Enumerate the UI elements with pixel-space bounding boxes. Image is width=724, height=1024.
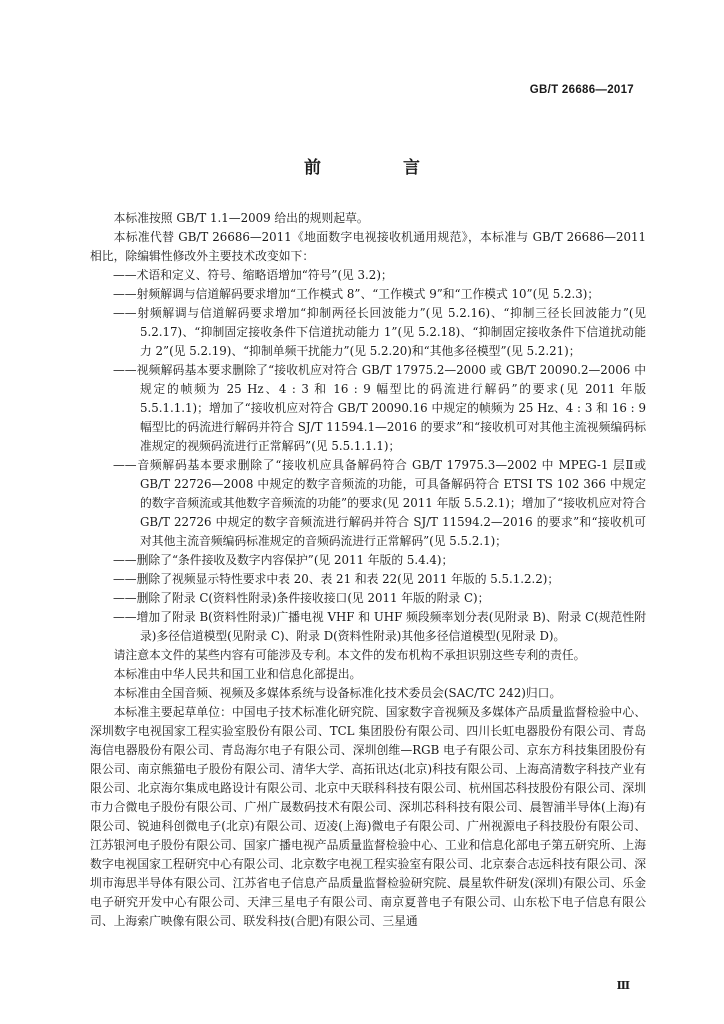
change-item: ——射频解调与信道解码要求增加“工作模式 8”、“工作模式 9”和“工作模式 10”(见 5.2.3)；: [113, 287, 600, 301]
paragraph-technical-committee: 本标准由全国音频、视频及多媒体系统与设备标准化技术委员会(SAC/TC 242)归口。: [113, 686, 562, 700]
change-item: ——音频解码基本要求删除了“接收机应具备解码符合 GB/T 17975.3—2002 中 MPEG-1 层Ⅱ或 GB/T 22726—2008 中规定的数字音频流的功能，可具备解码符合 ETSI TS 102 366 中规定的数字音频流或其他数字音频流的功能”的要求(见 2011 年版 5.5.2.1)；增加了“接收机应对符合 GB/T 22726 中规定的数字音频流进行解码并符合 SJ/T 11594.2—2016 的要求”和“接收机可对其他主流音频编码标准规定的音频码流进行正常解码”(见 5.5.2.1)；: [113, 458, 646, 548]
change-item: ——删除了视频显示特性要求中表 20、表 21 和表 22(见 2011 年版的 5.5.1.2.2)；: [113, 572, 560, 586]
paragraph-drafting-units: 本标准主要起草单位：中国电子技术标准化研究院、国家数字音视频及多媒体产品质量监督检验中心、深圳数字电视国家工程实验室股份有限公司、TCL 集团股份有限公司、四川长虹电器股份有限公司、青岛海信电器股份有限公司、青岛海尔电子有限公司、深圳创维—RGB 电子有限公司、京东方科技集团股份有限公司、南京熊猫电子股份有限公司、清华大学、高拓讯达(北京)科技有限公司、上海高清数字科技产业有限公司、北京海尔集成电路设计有限公司、北京中天联科科技有限公司、杭州国芯科技股份有限公司、深圳市力合微电子股份有限公司、广州广晟数码技术有限公司、深圳芯科科技有限公司、晨智浦半导体(上海)有限公司、锐迪科创微电子(北京)有限公司、迈凌(上海)微电子有限公司、广州视源电子科技股份有限公司、江苏银河电子股份有限公司、国家广播电视产品质量监督检验中心、工业和信息化部电子第五研究所、上海数字电视国家工程研究中心有限公司、北京数字电视工程实验室有限公司、北京泰合志远科技有限公司、深圳市海思半导体有限公司、江苏省电子信息产品质量监督检验研究院、晨星软件研发(深圳)有限公司、乐金电子研究开发中心有限公司、天津三星电子有限公司、南京夏普电子有限公司、山东松下电子信息有限公司、上海索广映像有限公司、联发科技(合肥)有限公司、三星通: [90, 705, 646, 928]
paragraph-drafting-rules: 本标准按照 GB/T 1.1—2009 给出的规则起草。: [113, 211, 369, 225]
change-item: ——视频解码基本要求删除了“接收机应对符合 GB/T 17975.2—2000 或 GB/T 20090.2—2006 中规定的帧频为 25 Hz、4 : 3 和 16 : 9 幅型比的码流进行解码”的要求(见 2011 年版 5.5.1.1.1)；增加了“接收机应对符合 GB/T 20090.16 中规定的帧频为 25 Hz、4 : 3 和 16 : 9 幅型比的码流进行解码并符合 SJ/T 11594.1—2016 的要求”和“接收机可对其他主流视频编码标准规定的视频码流进行正常解码”(见 5.5.1.1.1)；: [113, 363, 646, 453]
foreword-body: [90, 209, 646, 931]
paragraph-replacement: 本标准代替 GB/T 26686—2011《地面数字电视接收机通用规范》，本标准与 GB/T 26686—2011 相比，除编辑性修改外主要技术改变如下：: [90, 230, 646, 263]
page-number: Ⅲ: [616, 979, 630, 992]
change-item: ——删除了“条件接收及数字内容保护”(见 2011 年版的 5.4.4)；: [113, 553, 454, 567]
paragraph-proposer: 本标准由中华人民共和国工业和信息化部提出。: [113, 667, 362, 681]
change-item: ——删除了附录 C(资料性附录)条件接收接口(见 2011 年版的附录 C)；: [113, 591, 490, 605]
change-item: ——射频解调与信道解码要求增加“抑制两径长回波能力”(见 5.2.16)、“抑制三径长回波能力”(见 5.2.17)、“抑制固定接收条件下信道扰动能力 1”(见 5.2.18)、“抑制固定接收条件下信道扰动能力 2”(见 5.2.19)、“抑制单频干扰能力”(见 5.2.20)和“其他多径模型”(见 5.2.21)；: [113, 306, 646, 358]
change-item: ——术语和定义、符号、缩略语增加“符号”(见 3.2)；: [113, 268, 393, 282]
standard-code: GB/T 26686—2017: [529, 84, 634, 96]
paragraph-patent-notice: 请注意本文件的某些内容有可能涉及专利。本文件的发布机构不承担识别这些专利的责任。: [113, 648, 586, 662]
page-title: 前 言: [304, 158, 458, 178]
change-item: ——增加了附录 B(资料性附录)广播电视 VHF 和 UHF 频段频率划分表(见附录 B)、附录 C(规范性附录)多径信道模型(见附录 C)、附录 D(资料性附录)其他多径信道模型(见附录 D)。: [113, 610, 646, 643]
